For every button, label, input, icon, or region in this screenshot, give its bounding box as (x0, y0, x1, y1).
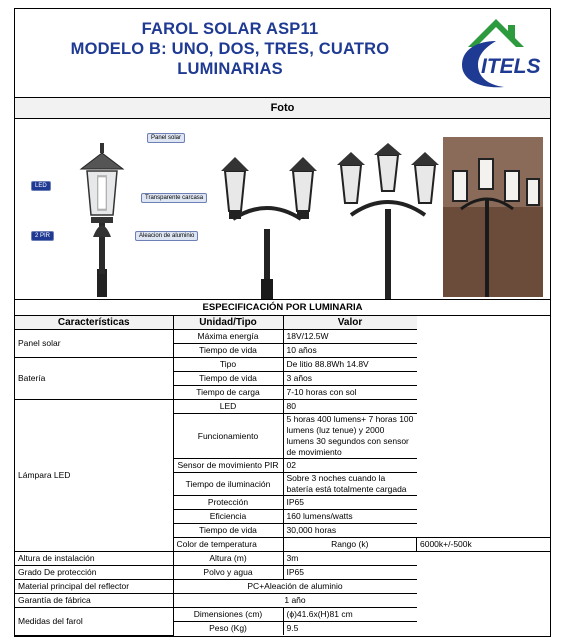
row-unit: Tiempo de iluminación (173, 473, 283, 496)
spec-table (15, 316, 550, 636)
photo-row (15, 119, 550, 300)
row-value: 80 (283, 400, 417, 414)
row-value: 30,000 horas (283, 524, 417, 538)
spec-title: ESPECIFICACIÓN POR LUMINARIA (15, 300, 550, 316)
row-category: Panel solar (15, 330, 173, 358)
row-unit: Polvo y agua (173, 566, 283, 580)
table-row (15, 608, 550, 622)
row-unit: Tipo (173, 358, 283, 372)
row-category: Material principal del reflector (15, 580, 173, 594)
row-unit: Tiempo de vida (173, 372, 283, 386)
callout-panel: Panel solar (147, 133, 185, 143)
row-value: 7-10 horas con sol (283, 386, 417, 400)
row-category: Batería (15, 358, 173, 400)
row-value: Sobre 3 noches cuando la batería está totalmente cargada (283, 473, 417, 496)
row-category: Altura de instalación (15, 552, 173, 566)
table-row (15, 330, 550, 344)
row-value: 1 año (173, 594, 417, 608)
row-value: 3 años (283, 372, 417, 386)
row-value: 6000k+/-500k (417, 538, 551, 552)
row-unit: Tiempo de carga (173, 386, 283, 400)
logo-roof-icon (468, 19, 524, 47)
table-row (15, 358, 550, 372)
row-unit: Funcionamiento (173, 414, 283, 459)
title-line-1: FAROL SOLAR ASP11 (141, 20, 319, 38)
document-title (15, 19, 445, 79)
col-header: Unidad/Tipo (173, 316, 283, 330)
row-category: Lámpara LED (15, 400, 173, 552)
row-category: Medidas del farol (15, 608, 173, 636)
row-value: 9.5 (283, 622, 417, 636)
row-value: 18V/12.5W (283, 330, 417, 344)
callout-pir: 2 PIR (31, 231, 54, 241)
row-value: 3m (283, 552, 417, 566)
title-line-2: MODELO B: UNO, DOS, TRES, CUATRO (70, 40, 390, 58)
foto-header: Foto (15, 98, 550, 119)
row-value: 160 lumens/watts (283, 510, 417, 524)
row-unit: Rango (k) (283, 538, 417, 552)
col-header: Valor (283, 316, 417, 330)
table-row (15, 580, 550, 594)
table-row (15, 566, 550, 580)
row-value: IP65 (283, 566, 417, 580)
row-unit: Máxima energía (173, 330, 283, 344)
row-unit: Tiempo de vida (173, 524, 283, 538)
callout-carcasa: Transparente carcasa (141, 193, 207, 203)
row-value: IP65 (283, 496, 417, 510)
table-row (15, 594, 550, 608)
row-value: De litio 88.8Wh 14.8V (283, 358, 417, 372)
lamp-photos (15, 119, 548, 299)
callout-led: LED (31, 181, 51, 191)
lamp-photo-image (443, 137, 543, 297)
spec-sheet (14, 8, 551, 637)
row-value: PC+Aleación de aluminio (173, 580, 417, 594)
header (15, 9, 550, 98)
lamp-double-image (221, 157, 317, 299)
row-unit: Tiempo de vida (173, 344, 283, 358)
table-row (15, 552, 550, 566)
row-unit: Sensor de movimiento PIR (173, 459, 283, 473)
spec-header-row (15, 316, 550, 330)
row-category: Garantía de fábrica (15, 594, 173, 608)
title-line-3: LUMINARIAS (177, 60, 283, 78)
row-value: 10 años (283, 344, 417, 358)
callout-aleacion: Aleacion de aluminio (135, 231, 198, 241)
row-unit: Peso (Kg) (173, 622, 283, 636)
row-unit: Dimensiones (cm) (173, 608, 283, 622)
row-unit: Eficiencia (173, 510, 283, 524)
row-unit: Protección (173, 496, 283, 510)
spec-body (15, 330, 550, 636)
lamp-triple-image (337, 143, 439, 299)
table-row (15, 400, 550, 414)
logo-text: ITELS (481, 55, 541, 78)
lamp-diagram-image (81, 143, 123, 297)
row-unit: LED (173, 400, 283, 414)
row-category: Color de temperatura (173, 538, 283, 552)
row-value: 02 (283, 459, 417, 473)
row-unit: Altura (m) (173, 552, 283, 566)
row-category: Grado De protección (15, 566, 173, 580)
row-value: (ϕ)41.6x(H)81 cm (283, 608, 417, 622)
row-value: 5 horas 400 lumens+ 7 horas 100 lumens (luz tenue) y 2000 lumens 30 segundos con sensor de movimiento (283, 414, 417, 459)
itels-logo (448, 13, 544, 93)
col-header: Características (15, 316, 173, 330)
